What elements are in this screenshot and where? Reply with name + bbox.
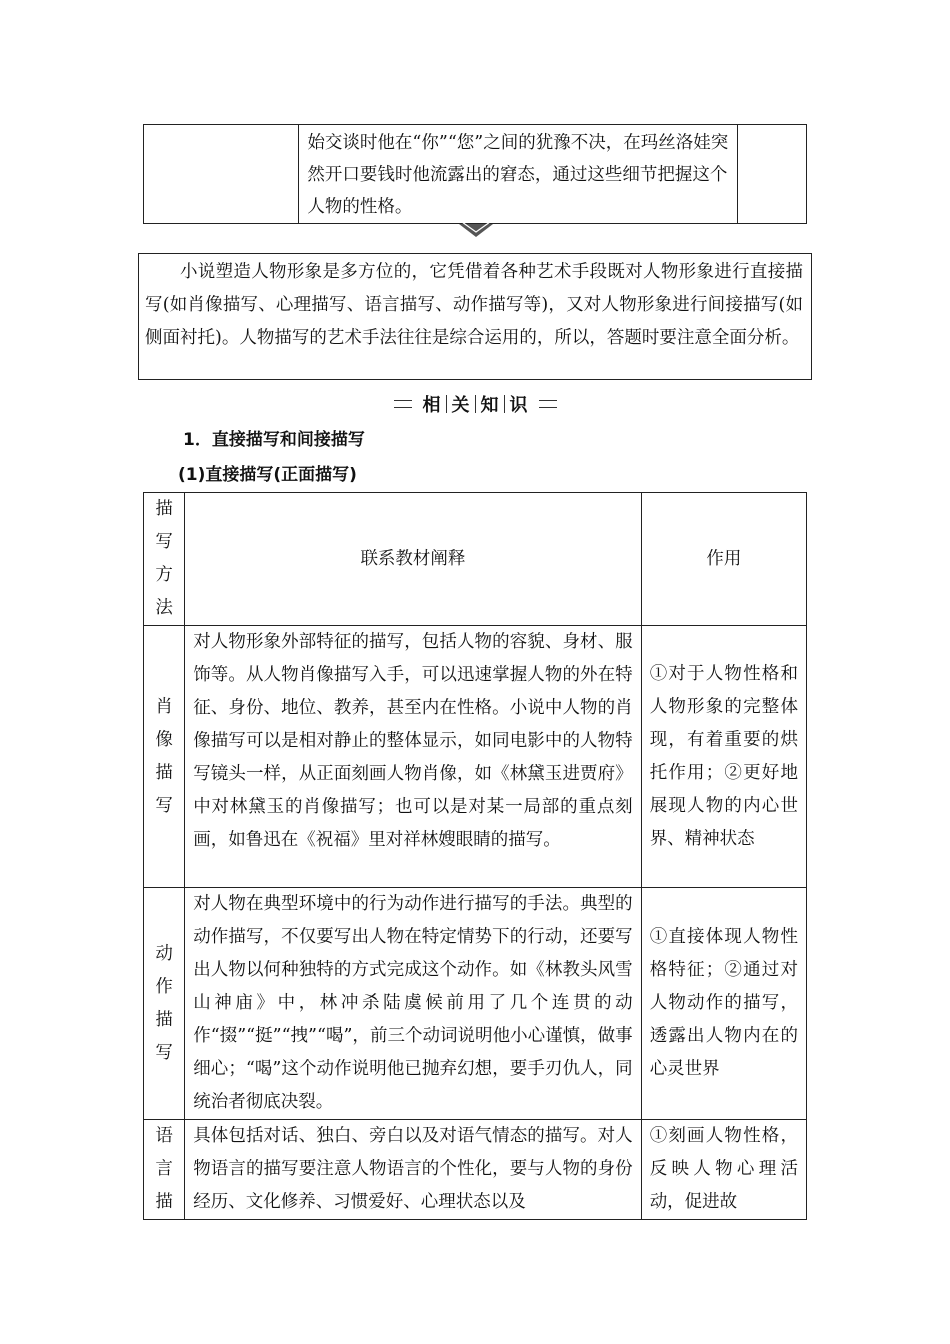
chevron-down-icon <box>459 220 493 240</box>
table-header-row <box>144 493 807 626</box>
top-table-text-cell: 始交谈时他在“你”“您”之间的犹豫不决，在玛丝洛娃突然开口要钱时他流露出的窘态，通过这些细节把握这个人物的性格。 <box>299 125 738 224</box>
section-header <box>380 390 570 418</box>
row-method: 语言描 <box>144 1120 185 1220</box>
row-explanation: 对人物形象外部特征的描写，包括人物的容貌、身材、服饰等。从人物肖像描写入手，可以迅速掌握人物的外在特征、身份、地位、教养，甚至内在性格。小说中人物的肖像描写可以是相对静止的整体显示，如同电影中的人物特写镜头一样，从正面刻画人物肖像，如《林黛玉进贾府》中对林黛玉的肖像描写；也可以是对某一局部的重点刻画，如鲁迅在《祝福》里对祥林嫂眼睛的描写。 <box>185 626 641 888</box>
header-dash-right <box>539 400 557 408</box>
section-header-char: 知 <box>480 395 499 416</box>
description-table <box>143 492 807 1220</box>
summary-box <box>138 253 812 380</box>
header-explanation: 联系教材阐释 <box>185 493 641 626</box>
section-header-char: 相 <box>422 395 441 416</box>
row-effect: ①对于人物性格和人物形象的完整体现，有着重要的烘托作用；②更好地展现人物的内心世界、精神状态 <box>641 626 806 888</box>
row-explanation: 具体包括对话、独白、旁白以及对语气情态的描写。对人物语言的描写要注意人物语言的个性化，要与人物的身份经历、文化修养、习惯爱好、心理状态以及 <box>185 1120 641 1220</box>
section-header-char: 关 <box>451 395 470 416</box>
top-table-empty-cell <box>738 125 807 224</box>
row-explanation: 对人物在典型环境中的行为动作进行描写的手法。典型的动作描写，不仅要写出人物在特定情势下的行动，还要写出人物以何种独特的方式完成这个动作。如《林教头风雪山神庙》中，林冲杀陆虞候前用了几个连贯的动作“掇”“挺”“拽”“喝”，前三个动词说明他小心谨慎，做事细心；“喝”这个动作说明他已抛弃幻想，要手刃仇人，同统治者彻底决裂。 <box>185 888 641 1120</box>
row-method: 肖像描写 <box>144 626 185 888</box>
row-effect: ①刻画人物性格，反映人物心理活动，促进故 <box>641 1120 806 1220</box>
top-table-empty-cell <box>144 125 299 224</box>
row-effect: ①直接体现人物性格特征；②通过对人物动作的描写，透露出人物内在的心灵世界 <box>641 888 806 1120</box>
heading-1: 1．直接描写和间接描写 <box>183 430 365 450</box>
table-row <box>144 888 807 1120</box>
table-row <box>144 1120 807 1220</box>
summary-text: 小说塑造人物形象是多方位的，它凭借着各种艺术手段既对人物形象进行直接描写(如肖像描写、心理描写、语言描写、动作描写等)，又对人物形象进行间接描写(如侧面衬托)。人物描写的艺术手法往往是综合运用的，所以，答题时要注意全面分析。 <box>145 262 803 348</box>
heading-2: (1)直接描写(正面描写) <box>178 465 357 485</box>
table-row <box>144 626 807 888</box>
header-effect: 作用 <box>641 493 806 626</box>
row-method: 动作描写 <box>144 888 185 1120</box>
top-table <box>143 124 807 224</box>
header-method: 描写方法 <box>144 493 185 626</box>
section-header-char: 识 <box>509 395 528 416</box>
header-dash-left <box>394 400 412 408</box>
